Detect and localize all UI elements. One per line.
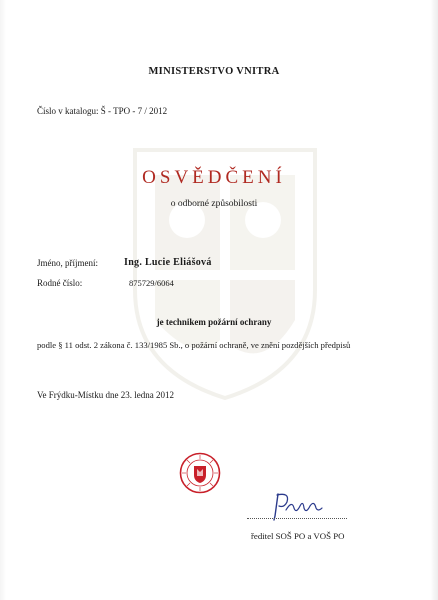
signature-icon bbox=[270, 486, 332, 522]
ministry-heading: MINISTERSTVO VNITRA bbox=[148, 66, 280, 77]
birth-number-value: 875729/6064 bbox=[129, 278, 174, 288]
catalog-number: Číslo v katalogu: Š - TPO - 7 / 2012 bbox=[37, 106, 168, 116]
certificate-subtitle: o odborné způsobilosti bbox=[170, 199, 258, 209]
place-and-date: Ve Frýdku-Místku dne 23. ledna 2012 bbox=[37, 390, 174, 400]
name-value: Ing. Lucie Eliášová bbox=[124, 257, 212, 268]
birth-number-label: Rodné číslo: bbox=[37, 278, 83, 288]
official-stamp-icon bbox=[179, 452, 221, 494]
legal-basis: podle § 11 odst. 2 zákona č. 133/1985 Sb., o požární ochraně, ve znění pozdějších předpisů bbox=[37, 340, 351, 350]
signature-line bbox=[247, 518, 347, 519]
role-statement: je technikem požární ochrany bbox=[156, 317, 272, 327]
signer-title: ředitel SOŠ PO a VOŠ PO bbox=[251, 531, 345, 541]
name-label: Jméno, příjmení: bbox=[37, 258, 98, 268]
certificate-title: OSVĚDČENÍ bbox=[142, 167, 286, 188]
